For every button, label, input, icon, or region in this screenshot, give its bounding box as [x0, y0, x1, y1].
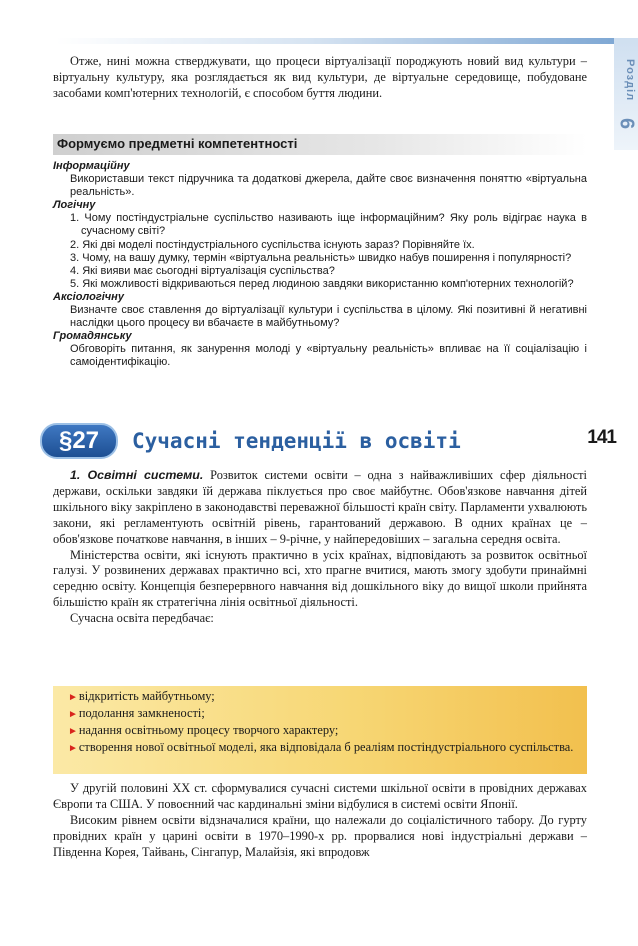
page-number: 141: [587, 427, 616, 448]
competencies-heading-bar: [53, 134, 587, 155]
body-paragraph: Міністерства освіти, які існують практично в усіх країнах, відповідають за розвиток освітньої галузі. У розвинених державах практично всі, хто прагне вчитися, мають змогу здобути принаймні середню освіту. Концепція безперервного навчання від дошкільного віку до вищої школи прийнята більшістю країн як стратегічна лінія освітньої діяльності.: [53, 547, 587, 610]
highlight-box: [53, 686, 587, 774]
main-text-upper: [53, 468, 587, 627]
task-item: 4. Які вияви має сьогодні віртуалізація суспільства?: [70, 264, 335, 277]
competencies-list: [53, 160, 587, 370]
intro-block: [53, 54, 587, 102]
task-item: 5. Які можливості відкриваються перед людиною завдяки використанню комп'ютерних технологій?: [70, 277, 574, 290]
main-text-lower: [53, 781, 587, 861]
arrow-bullet-icon: ►: [68, 742, 78, 754]
paragraph-number: §27: [58, 427, 100, 454]
task-item: 3. Чому, на вашу думку, термін «віртуальна реальність» швидко набув поширення і популярності?: [70, 251, 572, 264]
body-paragraph: Високим рівнем освіти відзначалися країни, що належали до соціалістичного табору. До гурту провідних країн у царині освіти в 1970–1990-х рр. прорвалися нові індустріальні держави – Південна Корея, Тайвань, Сінгапур, Малайзія, які впродовж: [53, 812, 587, 859]
task-item: Використавши текст підручника та додаткові джерела, дайте своє визначення поняттю «віртуальна реальність».: [70, 173, 587, 199]
arrow-bullet-icon: ►: [68, 692, 78, 703]
paragraph-continuation: Розвиток системи освіти – одна з найважливіших сфер діяльності держави, оскільки завдяки їй держава піклується про своє майбутнє. Обов'язкове навчання дітей шкільного віку закріплено в законодавстві переважної більшості країн світу. Парламенти ухвалюють закони, які регламентують освітній рівень, гарантований державою. В одних країнах це – обов'язкове початкове навчання, в інших – 9-річне, у найпередовіших – загальна середня освіта.: [53, 468, 587, 546]
list-item: [59, 706, 581, 723]
list-item: [59, 723, 581, 740]
paragraph-title: Сучасні тенденції в освіті: [132, 429, 461, 453]
arrow-bullet-icon: ►: [68, 725, 78, 737]
intro-paragraph: Отже, нині можна стверджувати, що процеси віртуалізації породжують новий вид культури – віртуальну культуру, яка розглядається як вид культури, де віртуальне середовище, побудоване засобами комп'ютерних технологій, є способом буття людини.: [53, 54, 587, 100]
category-civic: Громадянську: [53, 330, 132, 343]
list-item-text: подолання замкненості;: [78, 705, 205, 720]
body-paragraph: [53, 468, 587, 548]
chapter-label: Розділ: [624, 58, 636, 102]
highlight-list: [59, 689, 581, 757]
arrow-bullet-icon: ►: [68, 708, 78, 720]
header-rule: [56, 38, 614, 44]
list-item-text: відкритість майбутньому;: [78, 689, 215, 703]
subsection-lead: 1. Освітні системи.: [70, 468, 204, 482]
competencies-title: Формуємо предметні компетентності: [57, 136, 298, 151]
category-logical: Логічну: [53, 199, 96, 212]
category-axiological: Аксіологічну: [53, 290, 124, 303]
task-item: 1. Чому постіндустріальне суспільство називають іще інформаційним? Яку роль відіграє наука в сучасному світі?: [70, 212, 587, 238]
task-item: Визначте своє ставлення до віртуалізації культури і суспільства в цілому. Які позитивні й негативні наслідки цього процесу ви вбачаєте в майбутньому?: [70, 304, 587, 330]
list-item-text: створення нової освітньої моделі, яка відповідала б реаліям постіндустріального суспільства.: [78, 739, 574, 754]
task-item: Обговоріть питання, як занурення молоді у «віртуальну реальність» впливає на її соціалізацію і самоідентифікацію.: [70, 343, 587, 369]
body-paragraph: Сучасна освіта передбачає:: [70, 611, 214, 626]
list-item-text: надання освітньому процесу творчого характеру;: [78, 722, 339, 737]
list-item: [59, 689, 581, 706]
category-informational: Інформаційну: [53, 160, 130, 172]
list-item: [59, 740, 581, 757]
task-item: 2. Які дві моделі постіндустріального суспільства існують зараз? Порівняйте їх.: [70, 238, 475, 251]
chapter-number: 6: [615, 117, 638, 130]
paragraph-badge: [40, 423, 118, 459]
body-paragraph: У другій половині XX ст. сформувалися сучасні системи шкільної освіти в провідних державах Європи та США. У повоєнний час кардинальні зміни відбулися в системі освіти Японії.: [53, 781, 587, 811]
